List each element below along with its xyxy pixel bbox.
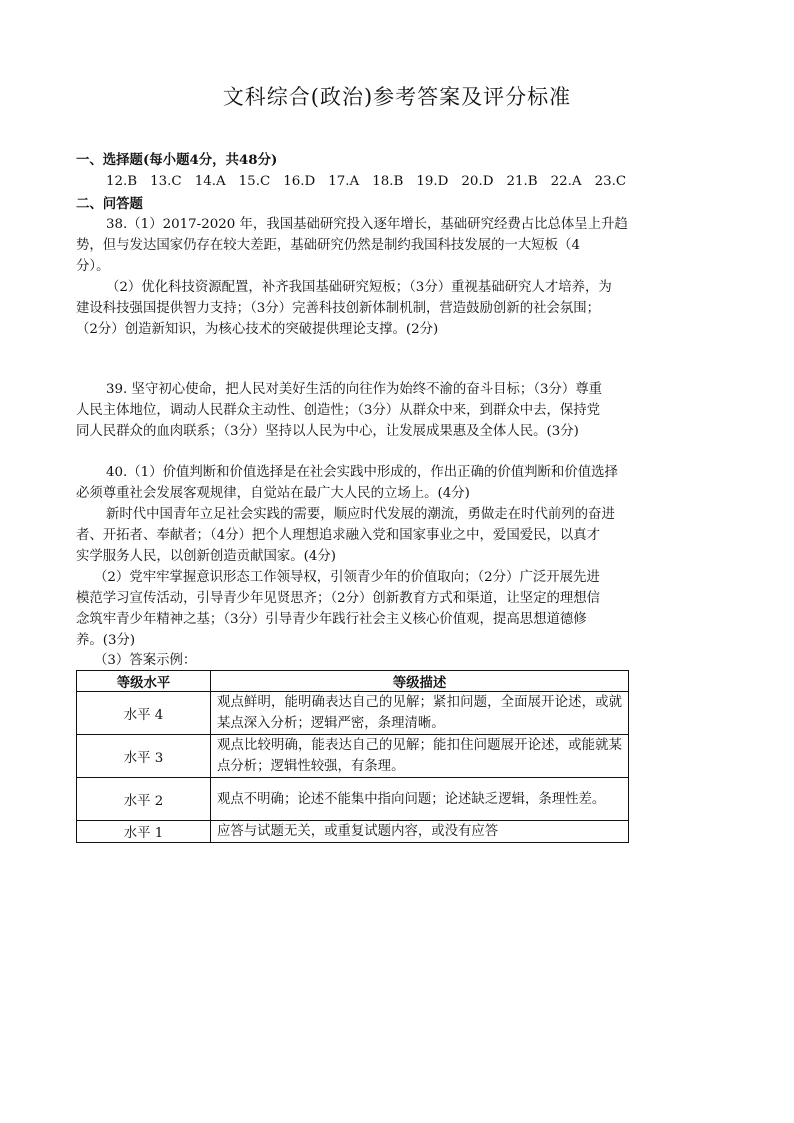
level-cell: 水平 4 <box>77 692 211 735</box>
q40-line: 养。(3分) <box>76 633 136 648</box>
choice-answer: 13.C <box>150 174 182 189</box>
header-desc: 等级描述 <box>211 671 629 692</box>
q38-line: 建设科技强国提供智力支持；（3分）完善科技创新体制机制，营造鼓励创新的社会氛围； <box>76 301 601 316</box>
desc-cell: 观点不明确；论述不能集中指向问题；论述缺乏逻辑，条理性差。 <box>211 778 629 821</box>
choice-answer: 20.D <box>461 174 494 189</box>
q40-line: 模范学习宣传活动，引导青少年见贤思齐；（2分）创新教育方式和渠道，让坚定的理想信 <box>76 591 601 606</box>
q39-line: 39. 坚守初心使命，把人民对美好生活的向往作为始终不渝的奋斗目标；（3分）尊重 <box>106 382 603 397</box>
q40-line: 40.（1）价值判断和价值选择是在社会实践中形成的，作出正确的价值判断和价值选择 <box>106 465 618 480</box>
choice-answer: 16.D <box>283 174 316 189</box>
q40-line: 念筑牢青少年精神之基；（3分）引导青少年践行社会主义核心价值观，提高思想道德修 <box>76 612 587 627</box>
choice-answer: 23.C <box>594 174 627 189</box>
choice-answer: 19.D <box>416 174 449 189</box>
choice-answer: 14.A <box>194 174 226 189</box>
choice-answer: 22.A <box>550 174 582 189</box>
q39-line: 同人民群众的血肉联系；（3分）坚持以人民为中心，让发展成果惠及全体人民。(3分) <box>76 424 579 439</box>
choice-answers <box>106 172 639 192</box>
desc-cell: 观点鲜明，能明确表达自己的见解；紧扣问题，全面展开论述，或就某点深入分析；逻辑严密，条理清晰。 <box>211 692 629 735</box>
q38-line: （2）优化科技资源配置，补齐我国基础研究短板；（3分）重视基础研究人才培养，为 <box>106 280 612 295</box>
section2-heading: 二、问答题 <box>76 196 143 212</box>
choice-answer: 15.C <box>238 174 271 189</box>
q38-line: （2分）创造新知识，为核心技术的突破提供理论支撑。(2分) <box>76 322 439 337</box>
table-header-row <box>77 671 629 692</box>
desc-cell: 观点比较明确，能表达自己的见解；能扣住问题展开论述，或能就某点分析；逻辑性较强，有条理。 <box>211 735 629 778</box>
choice-answer: 18.B <box>372 174 404 189</box>
table-row <box>77 692 629 735</box>
q40-line: （2）党牢牢掌握意识形态工作领导权，引领青少年的价值取向；（2分）广泛开展先进 <box>94 570 600 585</box>
header-level: 等级水平 <box>77 671 211 692</box>
q40-line: 者、开拓者、奉献者；（4分）把个人理想追求融入党和国家事业之中，爱国爱民，以真才 <box>76 528 601 543</box>
q38-line: 势，但与发达国家仍存在较大差距，基础研究仍然是制约我国科技发展的一大短板（4 <box>76 238 580 253</box>
choice-answer: 12.B <box>106 174 138 189</box>
table-row <box>77 735 629 778</box>
q40-line: 实学服务人民，以创新创造贡献国家。(4分) <box>76 549 336 564</box>
page-title: 文科综合(政治)参考答案及评分标准 <box>222 85 572 109</box>
table-row <box>77 778 629 821</box>
grade-table <box>76 670 629 843</box>
choice-answer: 17.A <box>328 174 360 189</box>
q40-line: 必须尊重社会发展客观规律，自觉站在最广大人民的立场上。(4分) <box>76 486 470 501</box>
q40-line: 新时代中国青年立足社会实践的需要，顺应时代发展的潮流，勇做走在时代前列的奋进 <box>106 507 615 522</box>
level-cell: 水平 1 <box>77 821 211 843</box>
q39-line: 人民主体地位，调动人民群众主动性、创造性；（3分）从群众中来，到群众中去，保持党 <box>76 403 601 418</box>
level-cell: 水平 2 <box>77 778 211 821</box>
q38-line: 38.（1）2017-2020 年，我国基础研究投入逐年增长，基础研究经费占比总体呈上升趋 <box>106 217 628 232</box>
q40-line: （3）答案示例： <box>94 653 197 668</box>
choice-answer: 21.B <box>506 174 538 189</box>
level-cell: 水平 3 <box>77 735 211 778</box>
desc-cell: 应答与试题无关，或重复试题内容，或没有应答 <box>211 821 629 843</box>
q38-line: 分）。 <box>76 259 110 274</box>
section1-heading: 一、选择题(每小题4分，共48分) <box>76 152 278 168</box>
table-row <box>77 821 629 843</box>
